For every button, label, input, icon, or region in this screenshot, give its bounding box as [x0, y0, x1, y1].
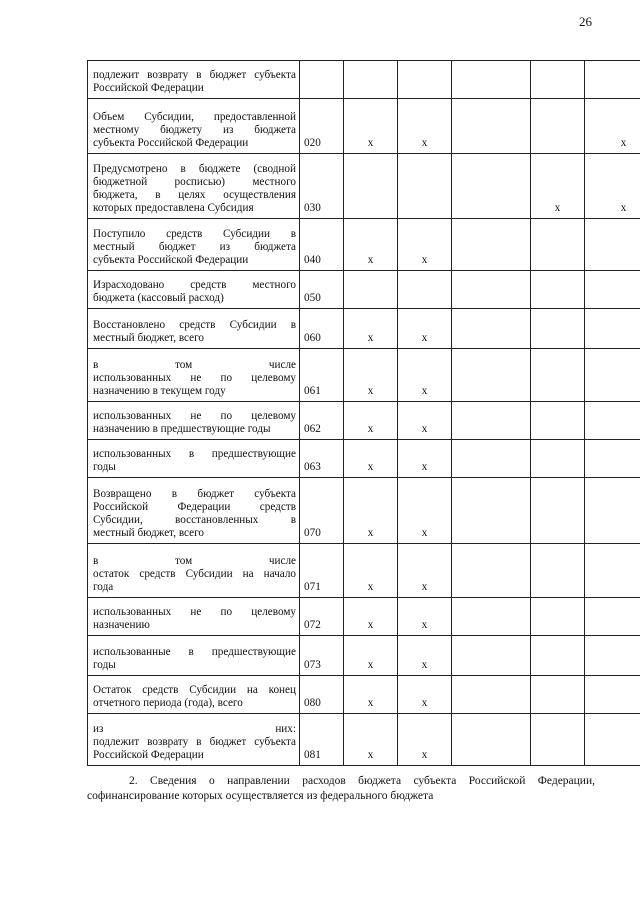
row-label — [88, 309, 300, 349]
value-cell — [344, 154, 398, 219]
row-label — [88, 714, 300, 766]
value-cell — [452, 598, 531, 636]
value-cell: x — [344, 598, 398, 636]
row-label — [88, 61, 300, 99]
row-label — [88, 402, 300, 440]
page-number: 26 — [579, 14, 592, 29]
table-row — [88, 714, 640, 766]
value-cell — [398, 154, 452, 219]
row-label-line: годы — [93, 659, 116, 671]
value-cell — [585, 478, 640, 544]
value-cell: x — [398, 440, 452, 478]
row-label-line: Восстановлено средств Субсидии в — [93, 319, 296, 331]
value-cell — [531, 99, 585, 154]
row-code: 020 — [300, 99, 344, 154]
value-cell: x — [398, 598, 452, 636]
value-cell — [531, 402, 585, 440]
value-cell — [452, 544, 531, 598]
row-label-line: назначению — [93, 619, 150, 631]
row-code: 050 — [300, 271, 344, 309]
value-cell: x — [398, 349, 452, 402]
value-cell: x — [344, 309, 398, 349]
value-cell: x — [398, 714, 452, 766]
table-row — [88, 61, 640, 99]
table-row — [88, 478, 640, 544]
value-cell — [452, 440, 531, 478]
value-cell — [585, 402, 640, 440]
row-label — [88, 349, 300, 402]
value-cell: x — [398, 544, 452, 598]
row-label-line: субъекта Российской Федерации — [93, 137, 249, 149]
value-cell — [344, 61, 398, 99]
value-cell — [585, 598, 640, 636]
row-label-line: Российской Федерации — [93, 82, 204, 94]
section-heading-line-1: 2. Сведения о направлении расходов бюджета субъекта Российской Федерации, — [129, 775, 595, 787]
value-cell — [531, 714, 585, 766]
row-code: 060 — [300, 309, 344, 349]
row-label-line: в том числе — [93, 359, 296, 371]
row-code: 070 — [300, 478, 344, 544]
value-cell — [452, 402, 531, 440]
table-row — [88, 219, 640, 271]
value-cell: x — [398, 99, 452, 154]
row-label-line: использованные в предшествующие — [93, 646, 296, 658]
value-cell — [452, 219, 531, 271]
row-code: 081 — [300, 714, 344, 766]
row-label — [88, 598, 300, 636]
value-cell — [398, 271, 452, 309]
value-cell — [452, 271, 531, 309]
value-cell: x — [398, 636, 452, 676]
table-row — [88, 676, 640, 714]
value-cell — [531, 309, 585, 349]
row-label-line: местный бюджет, всего — [93, 332, 205, 344]
value-cell: x — [344, 636, 398, 676]
row-label — [88, 478, 300, 544]
value-cell — [531, 349, 585, 402]
value-cell — [344, 271, 398, 309]
table-row — [88, 309, 640, 349]
row-code: 040 — [300, 219, 344, 271]
row-label-line: которых предоставлена Субсидия — [93, 202, 254, 214]
row-label-line: Возвращено в бюджет субъекта — [93, 488, 296, 500]
value-cell — [452, 99, 531, 154]
subsidy-report-table — [87, 60, 640, 766]
value-cell: x — [398, 676, 452, 714]
row-label-line: года — [93, 581, 114, 593]
value-cell — [531, 271, 585, 309]
table-row — [88, 271, 640, 309]
value-cell: x — [398, 478, 452, 544]
row-label-line: использованных в предшествующие — [93, 448, 296, 460]
value-cell — [585, 271, 640, 309]
value-cell: x — [398, 309, 452, 349]
value-cell — [531, 440, 585, 478]
value-cell: x — [344, 440, 398, 478]
value-cell: x — [344, 676, 398, 714]
row-label-line: Объем Субсидии, предоставленной — [93, 111, 296, 123]
table-row — [88, 636, 640, 676]
value-cell: x — [344, 402, 398, 440]
row-label — [88, 154, 300, 219]
row-label-line: Российской Федерации средств — [93, 501, 296, 513]
row-label-line: назначению в текущем году — [93, 385, 226, 397]
value-cell — [585, 309, 640, 349]
value-cell — [452, 61, 531, 99]
row-label — [88, 219, 300, 271]
row-label-line: местный бюджет, всего — [93, 527, 205, 539]
row-label — [88, 636, 300, 676]
row-code: 061 — [300, 349, 344, 402]
row-label — [88, 271, 300, 309]
value-cell — [452, 154, 531, 219]
value-cell — [531, 219, 585, 271]
row-code: 080 — [300, 676, 344, 714]
table-row — [88, 154, 640, 219]
value-cell: x — [344, 99, 398, 154]
row-label-line: Израсходовано средств местного — [93, 279, 296, 291]
row-label-line: субъекта Российской Федерации — [93, 254, 249, 266]
value-cell: x — [531, 154, 585, 219]
table-row — [88, 99, 640, 154]
value-cell — [452, 714, 531, 766]
row-code: 063 — [300, 440, 344, 478]
value-cell — [452, 478, 531, 544]
table-row — [88, 544, 640, 598]
value-cell — [452, 349, 531, 402]
value-cell — [531, 61, 585, 99]
value-cell: x — [344, 349, 398, 402]
row-code: 073 — [300, 636, 344, 676]
row-label-line: местному бюджету из бюджета — [93, 124, 296, 136]
row-label — [88, 676, 300, 714]
value-cell — [531, 478, 585, 544]
value-cell — [585, 714, 640, 766]
value-cell — [531, 676, 585, 714]
row-label — [88, 99, 300, 154]
row-code: 062 — [300, 402, 344, 440]
row-label-line: подлежит возврату в бюджет субъекта — [93, 736, 296, 748]
value-cell — [452, 309, 531, 349]
row-label-line: из них: — [93, 723, 296, 735]
row-label-line: Предусмотрено в бюджете (сводной — [93, 163, 296, 175]
value-cell — [585, 440, 640, 478]
value-cell — [585, 349, 640, 402]
value-cell — [452, 636, 531, 676]
row-label-line: Субсидии, восстановленных в — [93, 514, 296, 526]
row-code: 071 — [300, 544, 344, 598]
value-cell: x — [344, 219, 398, 271]
value-cell: x — [344, 714, 398, 766]
row-label-line: использованных не по целевому — [93, 606, 296, 618]
section-heading-line-2: софинансирование которых осуществляется из федерального бюджета — [87, 790, 434, 802]
value-cell — [398, 61, 452, 99]
value-cell: x — [585, 154, 640, 219]
value-cell — [585, 219, 640, 271]
table-row — [88, 598, 640, 636]
row-label — [88, 544, 300, 598]
value-cell — [585, 61, 640, 99]
row-label-line: назначению в предшествующие годы — [93, 423, 271, 435]
value-cell: x — [344, 478, 398, 544]
value-cell: x — [398, 219, 452, 271]
value-cell — [531, 544, 585, 598]
value-cell — [452, 676, 531, 714]
row-label-line: Поступило средств Субсидии в — [93, 228, 296, 240]
value-cell — [585, 676, 640, 714]
row-label-line: годы — [93, 461, 116, 473]
row-label-line: Российской Федерации — [93, 749, 204, 761]
value-cell — [585, 636, 640, 676]
row-label-line: в том числе — [93, 555, 296, 567]
row-label-line: использованных не по целевому — [93, 372, 296, 384]
row-label-line: Остаток средств Субсидии на конец — [93, 684, 296, 696]
value-cell: x — [398, 402, 452, 440]
value-cell — [531, 636, 585, 676]
row-label-line: бюджета, в целях осуществления — [93, 189, 296, 201]
value-cell: x — [585, 99, 640, 154]
value-cell — [531, 598, 585, 636]
row-label-line: остаток средств Субсидии на начало — [93, 568, 296, 580]
value-cell: x — [344, 544, 398, 598]
row-code — [300, 61, 344, 99]
table-row — [88, 349, 640, 402]
row-label — [88, 440, 300, 478]
row-label-line: бюджета (кассовый расход) — [93, 292, 224, 304]
table-row — [88, 402, 640, 440]
row-code: 030 — [300, 154, 344, 219]
row-code: 072 — [300, 598, 344, 636]
value-cell — [585, 544, 640, 598]
row-label-line: бюджетной росписью) местного — [93, 176, 296, 188]
row-label-line: подлежит возврату в бюджет субъекта — [93, 69, 296, 81]
row-label-line: отчетного периода (года), всего — [93, 697, 243, 709]
row-label-line: использованных не по целевому — [93, 410, 296, 422]
section-heading — [87, 774, 595, 804]
row-label-line: местный бюджет из бюджета — [93, 241, 296, 253]
table-row — [88, 440, 640, 478]
